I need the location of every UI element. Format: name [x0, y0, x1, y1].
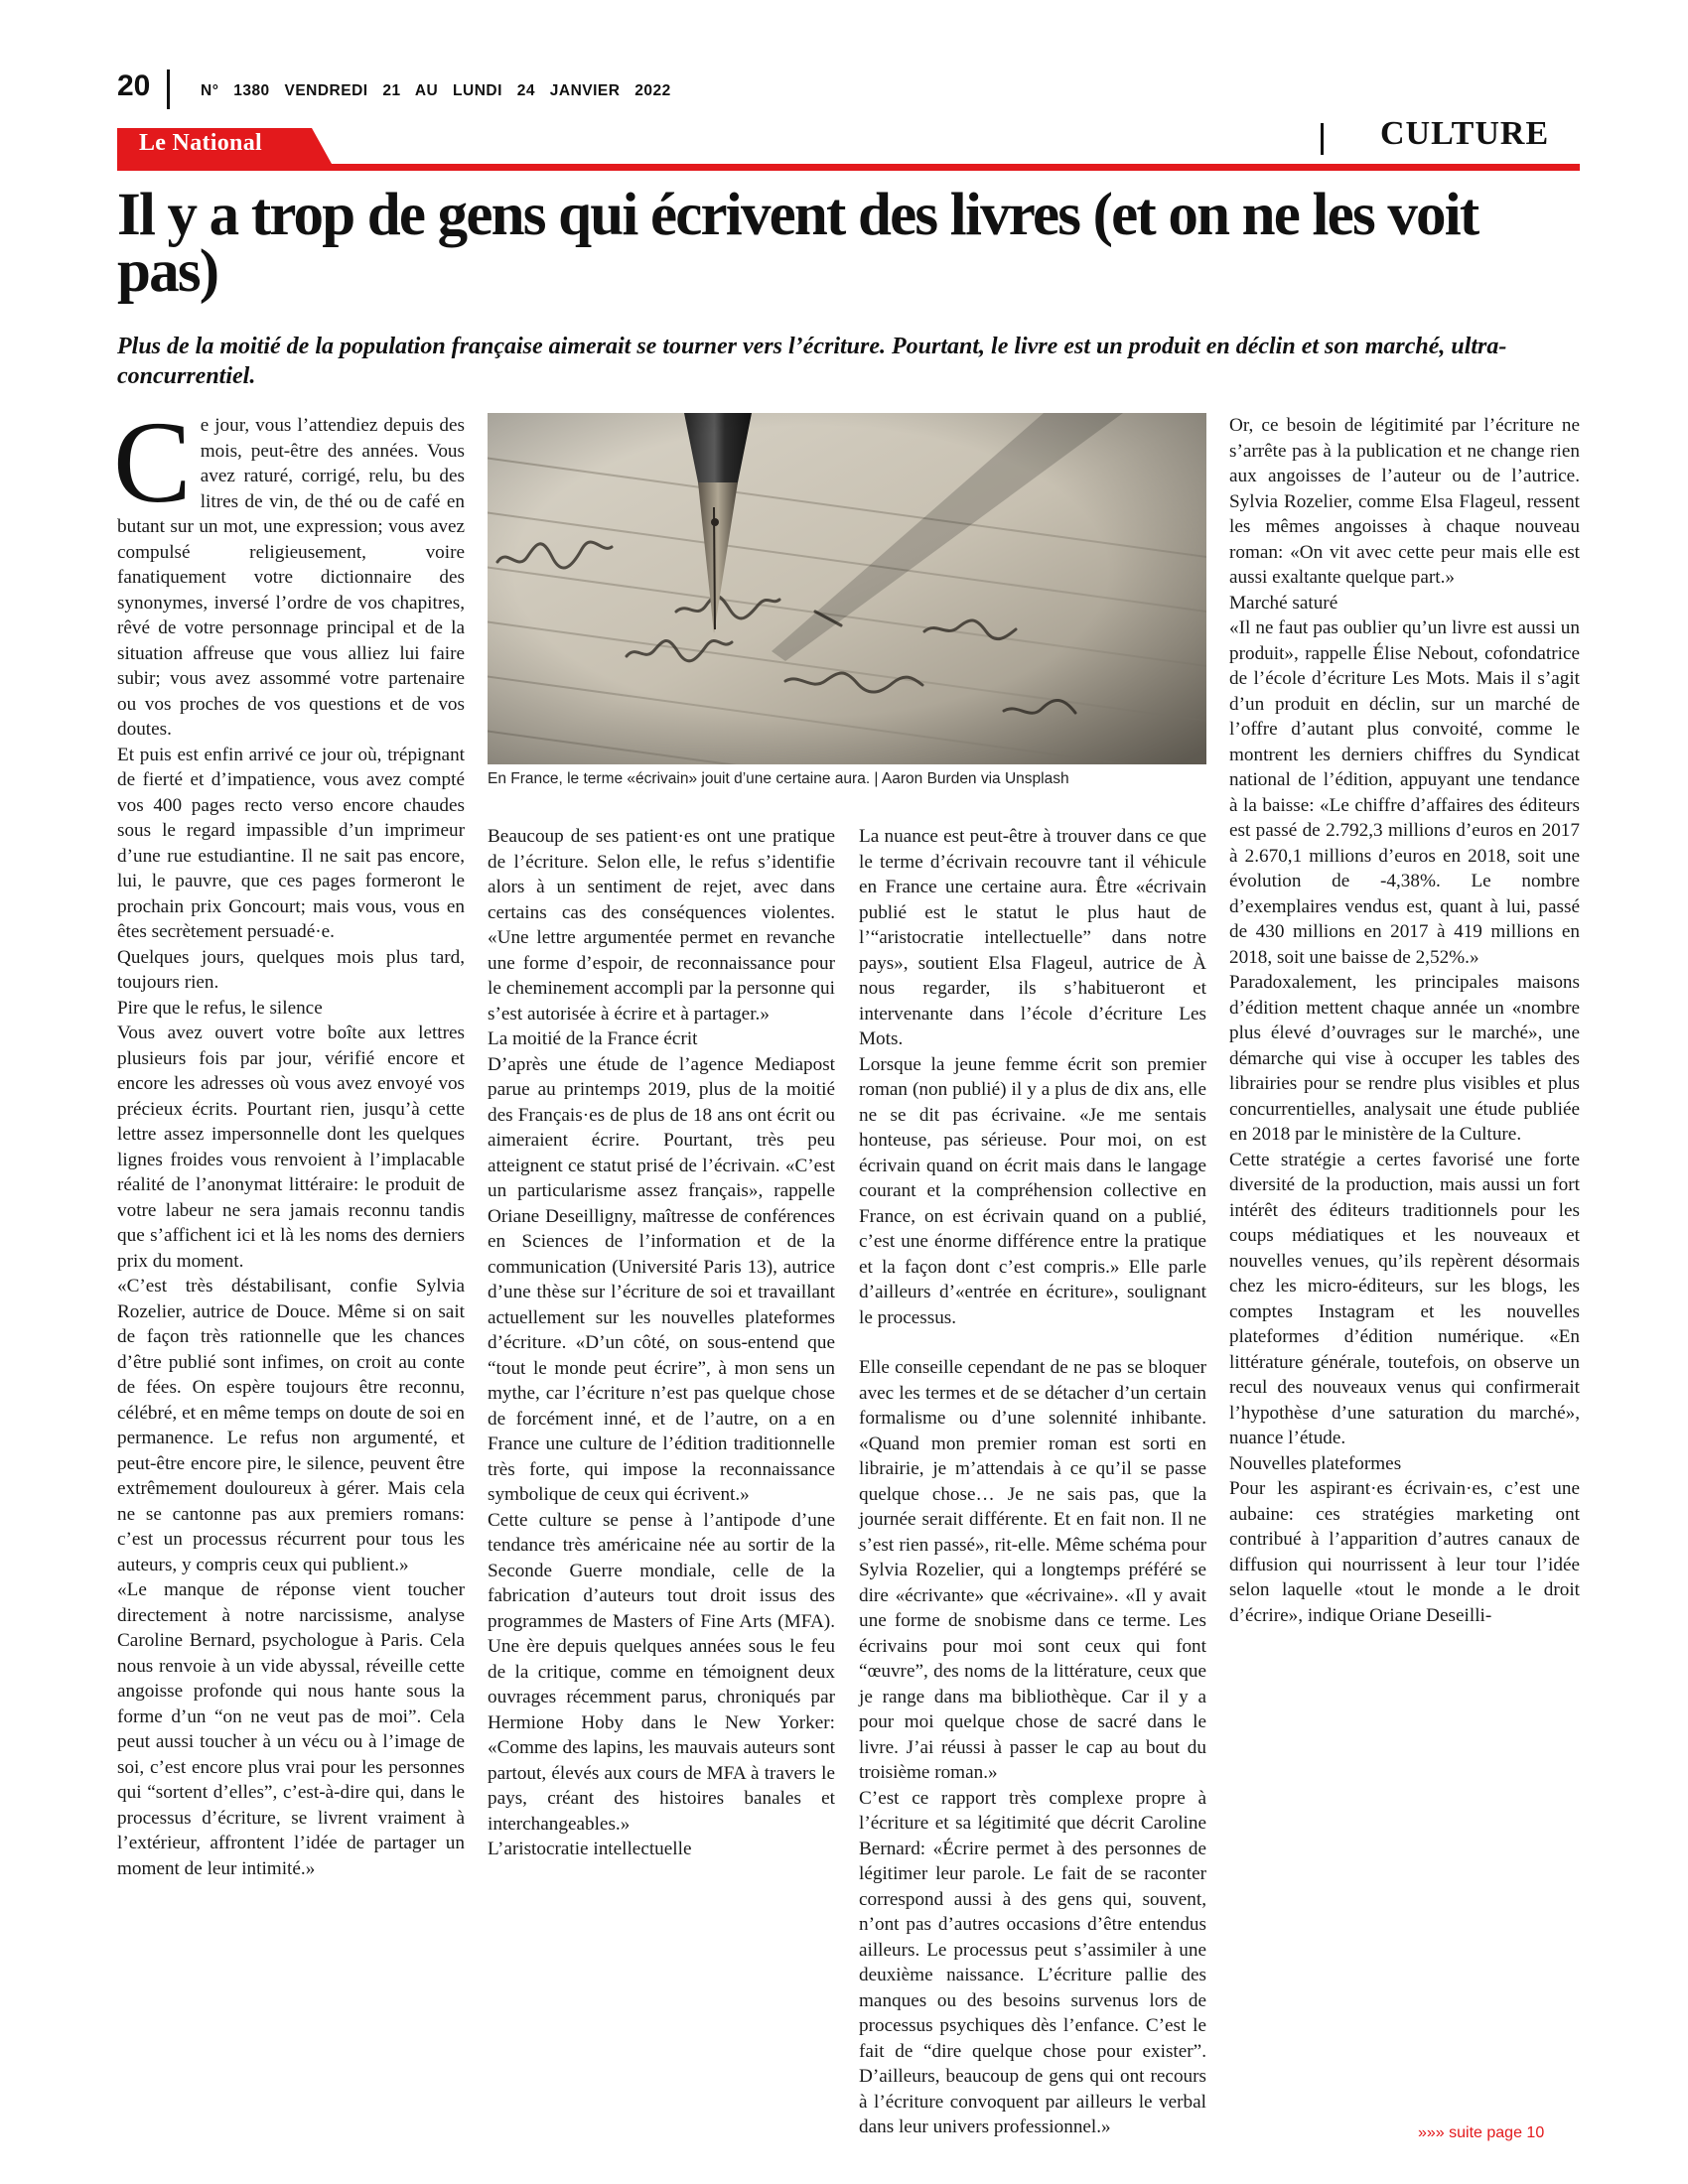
- paragraph: Paradoxalement, les principales maisons d’édition mettent chaque année un «nombre plus élevé d’ouvrages sur le marché», une démarche qui vise à occuper les tables des librairies pour se rendre plus visibles et plus concurrentielles, analysait une étude publiée en 2018 par le ministère de la Culture.: [1229, 972, 1580, 1145]
- fountain-pen-illustration: [488, 413, 1206, 764]
- paragraph: Cette culture se pense à l’antipode d’une tendance très américaine née au sortir de la Seconde Guerre mondiale, celle de la fabrication d’auteurs tout droit issus des programmes de Masters of Fine Arts (MFA). Une ère depuis quelques années sous le feu de la critique, comme en témoignent deux ouvrages récemment parus, chroniqués par Hermione Hoby dans le New Yorker: «Comme des lapins, les mauvais auteurs sont partout, élevés aux cours de MFA à travers le pays, créant des histoires banales et interchangeables.»: [488, 1509, 835, 1835]
- paragraph: D’après une étude de l’agence Mediapost parue au printemps 2019, plus de la moitié des Français·es de plus de 18 ans ont écrit ou aimeraient écrire. Pourtant, très peu atteignent ce statut prisé de l’écrivain. «C’est un particularisme assez français», rappelle Oriane Deseilligny, maîtresse de conférences en Sciences de l’information et de la communication (Université Paris 13), autrice d’une thèse sur l’écriture de soi et travaillant actuellement sur les nouvelles plateformes d’écriture. «D’un côté, on sous-entend que “tout le monde peut écrire”, à mon sens un mythe, car l’écriture n’est pas quelque chose de forcément inné, et de l’autre, on a en France une culture de l’édition traditionnelle très forte, qui impose la reconnaissance symbolique de ceux qui écrivent.»: [488, 1053, 835, 1505]
- paragraph: Vous avez ouvert votre boîte aux lettres plusieurs fois par jour, vérifié encore et encore les adresses où vous avez envoyé vos précieux écrits. Pourtant rien, jusqu’à cette lettre assez impersonnelle dont les quelques lignes froides vous renvoient à l’implacable réalité de l’anonymat littéraire: le produit de votre labeur ne sera jamais reconnu tandis que s’affichent ici et là les noms des derniers prix du moment.: [117, 1023, 465, 1272]
- article-subheadline: Plus de la moitié de la population française aimerait se tourner vers l’écriture. Pourtant, le livre est un produit en déclin et son marché, ultra-concurrentiel.: [117, 334, 1507, 389]
- header-divider: [167, 69, 170, 109]
- lead-paragraph: [113, 397, 465, 743]
- article-column-3: [859, 824, 1206, 2140]
- subheading: Nouvelles plateformes: [1229, 1452, 1402, 1474]
- drop-cap: C: [113, 397, 192, 527]
- paragraph: «C’est très déstabilisant, confie Sylvia Rozelier, autrice de Douce. Même si on sait de façon très rationnelle que les chances d’être publié sont infimes, on croit au conte de fées. On espère toujours être reconnu, célébré, et en même temps on doute de soi en permanence. Le refus non argumenté, et peut-être encore pire, le silence, peuvent être extrêmement douloureux à gérer. Mais cela ne se cantonne pas aux premiers romans: c’est un processus récurrent pour tous les auteurs, y compris ceux qui publient.»: [117, 1276, 465, 1575]
- brand-name: Le National: [139, 130, 262, 156]
- lead-text: e jour, vous l’attendiez depuis des mois, peut-être des années. Vous avez raturé, corrigé, relu, bu des litres de vin, de thé ou de café en butant sur un mot, une expression; vous avez compulsé religieusement, voire fanatiquement votre dictionnaire des synonymes, inversé l’ordre de vos chapitres, rêvé de votre personnage principal et de la situation affreuse que vous alliez lui faire subir; vous avez assommé votre partenaire ou vos proches de vos questions et de vos doutes.: [117, 415, 465, 740]
- paragraph: Et puis est enfin arrivé ce jour où, trépignant de fierté et d’impatience, vous avez compté vos 400 pages recto verso encore chaudes sous le regard impassible d’un imprimeur d’une rue estudiantine. Il ne sait pas encore, lui, le pauvre, que ces pages formeront le prochain prix Goncourt; mais vous, vous en êtes secrètement persuadé·e.: [117, 744, 465, 942]
- header-rule: [117, 164, 1580, 171]
- article-column-4: [1229, 413, 1580, 1628]
- article-headline: Il y a trop de gens qui écrivent des livres (et on ne les voit pas): [117, 182, 1478, 305]
- subheading: Pire que le refus, le silence: [117, 997, 323, 1019]
- page-number: 20: [117, 69, 151, 102]
- paragraph: C’est ce rapport très complexe propre à l’écriture et sa légitimité que décrit Caroline Bernard: «Écrire permet à des personnes de légitimer leur parole. Le fait de se raconter correspond aussi à des gens qui, souvent, n’ont pas d’autres occasions d’être entendus ailleurs. Le processus peut s’assimiler à une deuxième naissance. L’écriture pallie des manques ou des besoins survenus lors de processus psychiques dès l’enfance. C’est le fait de “dire quelque chose pour exister”. D’ailleurs, beaucoup de gens qui ont recours à l’écriture convoquent par ailleurs le verbal dans leur univers professionnel.»: [859, 1787, 1206, 2137]
- subheading: La moitié de la France écrit: [488, 1028, 698, 1049]
- paragraph: La nuance est peut-être à trouver dans ce que le terme d’écrivain recouvre tant il véhicule en France une certaine aura. Être «écrivain publié est le statut le plus haut de l’“aristocratie intellectuelle” dans notre pays», soutient Elsa Flageul, autrice de À nous regarder, ils s’habitueront et intervenante dans l’école d’écriture Les Mots.: [859, 826, 1206, 1049]
- paragraph: Quelques jours, quelques mois plus tard, toujours rien.: [117, 946, 465, 993]
- paragraph: Or, ce besoin de légitimité par l’écriture ne s’arrête pas à la publication et ne change rien aux angoisses de l’auteur ou de l’autrice. Sylvia Rozelier, comme Elsa Flageul, ressent les mêmes angoisses à chaque nouveau roman: «On vit avec cette peur mais elle est aussi exaltante quelque part.»: [1229, 415, 1580, 588]
- paragraph: «Le manque de réponse vient toucher directement à notre narcissisme, analyse Caroline Bernard, psychologue à Paris. Cela nous renvoie à un vide abyssal, réveille cette angoisse profonde qui nous hante sous la forme d’un “on ne veut pas de moi”. Cela peut aussi toucher à un vécu ou à l’image de soi, c’est encore plus vrai pour les personnes qui “sortent d’elles”, c’est-à-dire qui, dans le processus d’écriture, se livrent vraiment à l’extérieur, affrontent l’idée de partager un moment de leur intimité.»: [117, 1579, 465, 1879]
- paragraph: Beaucoup de ses patient·es ont une pratique de l’écriture. Selon elle, le refus s’identifie alors à un sentiment de rejet, avec dans certains cas des conséquences violentes. «Une lettre argumentée permet en revanche une forme d’espoir, de reconnaissance pour le cheminement accompli par la personne qui s’est autorisée à écrire et à partager.»: [488, 826, 835, 1024]
- article-column-1: [113, 397, 465, 1881]
- paragraph: Pour les aspirant·es écrivain·es, c’est une aubaine: ces stratégies marketing ont contribué à l’apparition d’autres canaux de diffusion qui nourrissent à leur tour l’idée selon laquelle «tout le monde a le droit d’écrire», indique Oriane Deseilli-: [1229, 1478, 1580, 1626]
- section-divider: [1321, 123, 1324, 155]
- subheading: L’aristocratie intellectuelle: [488, 1839, 692, 1859]
- paragraph: Cette stratégie a certes favorisé une forte diversité de la production, mais aussi un fort intérêt des éditeurs traditionnels pour les coups médiatiques et les nouveaux et nouvelles venues, qu’ils repèrent désormais chez les micro-éditeurs, sur les blogs, les comptes Instagram et les nouvelles plateformes d’édition numérique. «En littérature générale, toutefois, on observe un recul des nouveaux venus qui confirmerait l’hypothèse d’une saturation du marché», nuance l’étude.: [1229, 1149, 1580, 1448]
- paragraph: Elle conseille cependant de ne pas se bloquer avec les termes et de se détacher d’un certain formalisme ou d’une solennité inhibante. «Quand mon premier roman est sorti en librairie, je m’attendais à ce qu’il se passe quelque chose… Je ne sais pas, que la journée serait différente. Et en fait non. Il ne s’est rien passé», rit-elle. Même schéma pour Sylvia Rozelier, qui a longtemps préféré se dire «écrivante» que «écrivaine». «Il y avait une forme de snobisme dans ce terme. Les écrivains pour moi sont ceux qui font “œuvre”, des noms de la littérature, ceux que je range dans ma bibliothèque. Car il y a pour moi quelque chose de sacré dans le livre. J’ai réussi à passer le cap au bout du troisième roman.»: [859, 1357, 1206, 1783]
- article-column-2: [488, 824, 835, 1862]
- section-label: CULTURE: [1380, 115, 1550, 152]
- article-photo: [488, 413, 1206, 764]
- paragraph: «Il ne faut pas oublier qu’un livre est aussi un produit», rappelle Élise Nebout, cofondatrice de l’école d’écriture Les Mots. Mais il s’agit d’un produit en déclin, sur un marché de l’offre d’autant plus convoité, comme le montrent les derniers chiffres du Syndicat national de l’édition, appuyant une tendance à la baisse: «Le chiffre d’affaires des éditeurs est passé de 2.792,3 millions d’euros en 2017 à 2.670,1 millions d’euros en 2018, soit une évolution de -4,38%. Le nombre d’exemplaires vendus est, quant à lui, passé de 430 millions en 2017 à 419 millions en 2018, soit une baisse de 2,52%.»: [1229, 617, 1580, 968]
- paragraph: Lorsque la jeune femme écrit son premier roman (non publié) il y a plus de dix ans, elle ne se dit pas écrivaine. «Je me sentais honteuse, pas sérieuse. Pour moi, on est écrivain quand on écrit mais dans le langage courant et la compréhension collective en France, on est écrivain quand on a publié, c’est une énorme différence entre la pratique et la façon dont c’est compris.» Elle parle d’ailleurs d’«entrée en écriture», soulignant le processus.: [859, 1053, 1206, 1328]
- issue-date: N° 1380 VENDREDI 21 AU LUNDI 24 JANVIER 2022: [201, 82, 671, 99]
- subheading: Marché saturé: [1229, 592, 1338, 614]
- continued-on-link[interactable]: »»» suite page 10: [1418, 2124, 1545, 2141]
- paragraph-spacer: [859, 1330, 1206, 1355]
- photo-caption: En France, le terme «écrivain» jouit d’une certaine aura. | Aaron Burden via Unsplash: [488, 770, 1069, 787]
